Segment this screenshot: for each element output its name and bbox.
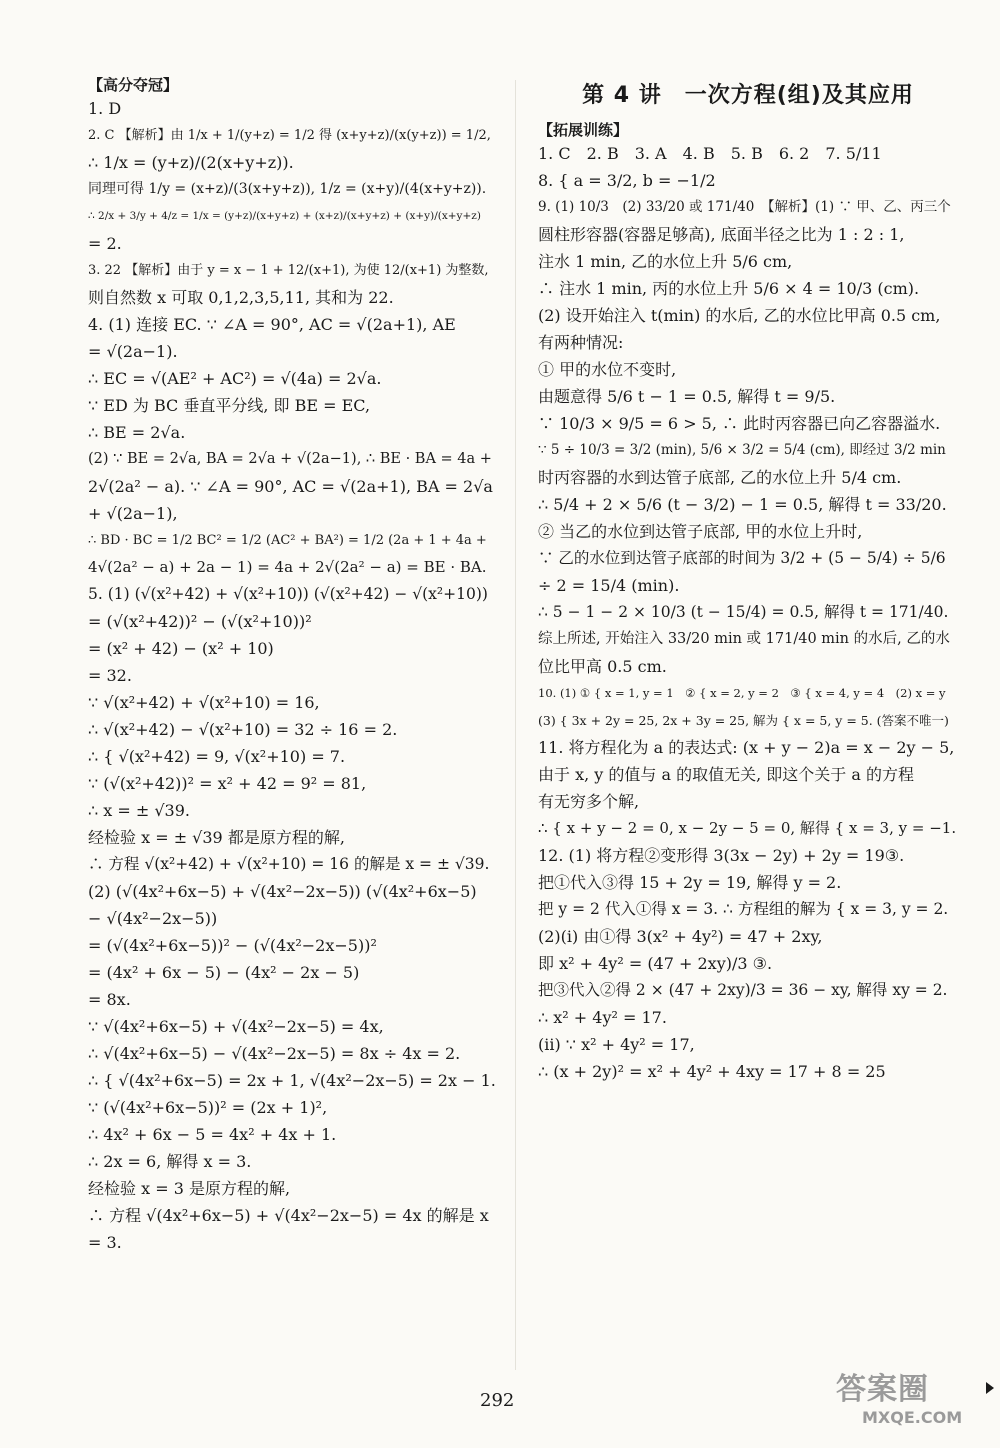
answer-line: ∵ √(4x²+6x−5) + √(4x²−2x−5) = 4x, xyxy=(88,1017,384,1036)
answer-line: 1. C 2. B 3. A 4. B 5. B 6. 2 7. 5/11 xyxy=(538,144,882,163)
answer-line: = (√(x²+42))² − (√(x²+10))² xyxy=(88,612,312,631)
watermark-logo xyxy=(836,1364,996,1442)
answer-line: ∴ √(4x²+6x−5) − √(4x²−2x−5) = 8x ÷ 4x = 2. xyxy=(88,1044,461,1063)
answer-line: = √(2a−1). xyxy=(88,342,178,361)
answer-line: 由于 x, y 的值与 a 的取值无关, 即这个关于 a 的方程 xyxy=(538,765,915,784)
next-page-arrow-icon[interactable] xyxy=(986,1382,994,1394)
answer-line: − √(4x²−2x−5)) xyxy=(88,909,218,928)
answer-line: 则自然数 x 可取 0,1,2,3,5,11, 其和为 22. xyxy=(88,288,394,307)
answer-line: 把 y = 2 代入①得 x = 3. ∴ 方程组的解为 { x = 3, y = 2. xyxy=(538,900,949,918)
answer-line: = (4x² + 6x − 5) − (4x² − 2x − 5) xyxy=(88,963,360,982)
answer-line: 由题意得 5/6 t − 1 = 0.5, 解得 t = 9/5. xyxy=(538,387,836,406)
answer-line: 有无穷多个解, xyxy=(538,792,640,811)
watermark-main-text: 答案圈 xyxy=(836,1372,929,1407)
answer-line: ∵ (√(4x²+6x−5))² = (2x + 1)², xyxy=(88,1098,328,1117)
answer-line: = (x² + 42) − (x² + 10) xyxy=(88,639,274,658)
answer-line: 把①代入③得 15 + 2y = 19, 解得 y = 2. xyxy=(538,873,842,892)
answer-line: 11. 将方程化为 a 的表达式: (x + y − 2)a = x − 2y − 5, xyxy=(538,738,955,757)
answer-line: ∴ 方程 √(4x²+6x−5) + √(4x²−2x−5) = 4x 的解是 x xyxy=(88,1206,489,1225)
answer-line: ∴ 1/x = (y+z)/(2(x+y+z)). xyxy=(88,153,294,172)
answer-line: ∵ (√(x²+42))² = x² + 42 = 9² = 81, xyxy=(88,774,367,793)
answer-line: 2. C 【解析】由 1/x + 1/(y+z) = 1/2 得 (x+y+z)/(x(y+z)) = 1/2, xyxy=(88,128,491,143)
answer-line: 8. { a = 3/2, b = −1/2 xyxy=(538,171,716,190)
answer-line: (2) (√(4x²+6x−5) + √(4x²−2x−5)) (√(4x²+6x−5) xyxy=(88,882,477,901)
answer-line: 把③代入②得 2 × (47 + 2xy)/3 = 36 − xy, 解得 xy = 2. xyxy=(538,981,948,999)
answer-line: = 32. xyxy=(88,666,132,685)
answer-line: ∴ 2/x + 3/y + 4/z = 1/x = (y+z)/(x+y+z) + (x+z)/(x+y+z) + (x+y)/(x+y+z) xyxy=(88,210,481,222)
answer-line: ∵ ED 为 BC 垂直平分线, 即 BE = EC, xyxy=(88,396,371,415)
answer-line: ∵ 乙的水位到达管子底部的时间为 3/2 + (5 − 5/4) ÷ 5/6 xyxy=(538,549,946,567)
answer-line: ∴ √(x²+42) − √(x²+10) = 32 ÷ 16 = 2. xyxy=(88,720,398,739)
answer-line: 同理可得 1/y = (x+z)/(3(x+y+z)), 1/z = (x+y)/(4(x+y+z)). xyxy=(88,181,487,197)
answer-line: ① 甲的水位不变时, xyxy=(538,360,677,379)
answer-line: (ii) ∵ x² + 4y² = 17, xyxy=(538,1035,695,1054)
answer-line: + √(2a−1), xyxy=(88,504,178,523)
answer-line: 注水 1 min, 乙的水位上升 5/6 cm, xyxy=(538,252,793,271)
answer-line: = (√(4x²+6x−5))² − (√(4x²−2x−5))² xyxy=(88,936,377,955)
answer-line: = 8x. xyxy=(88,990,131,1009)
answer-line: 2√(2a² − a). ∵ ∠A = 90°, AC = √(2a+1), BA = 2√a xyxy=(88,477,493,496)
answer-line: 5. (1) (√(x²+42) + √(x²+10)) (√(x²+42) − √(x²+10)) xyxy=(88,585,488,603)
answer-line: ∴ BD · BC = 1/2 BC² = 1/2 (AC² + BA²) = 1/2 (2a + 1 + 4a + xyxy=(88,533,487,548)
page-number: 292 xyxy=(480,1390,515,1411)
watermark-sub-text: MXQE.COM xyxy=(862,1408,963,1427)
left-answer-lines xyxy=(88,99,498,1252)
answer-line: 时丙容器的水到达管子底部, 乙的水位上升 5/4 cm. xyxy=(538,468,902,487)
answer-line: = 3. xyxy=(88,1233,122,1252)
answer-line: 有两种情况: xyxy=(538,333,624,352)
answer-line: ∴ 注水 1 min, 丙的水位上升 5/6 × 4 = 10/3 (cm). xyxy=(538,279,920,298)
answer-line: 4√(2a² − a) + 2a − 1) = 4a + 2√(2a² − a) = BE · BA. xyxy=(88,558,487,576)
answer-line: = 2. xyxy=(88,234,122,253)
answer-line: ∵ 10/3 × 9/5 = 6 > 5, ∴ 此时丙容器已向乙容器溢水. xyxy=(538,414,941,433)
left-column xyxy=(88,72,498,1260)
answer-line: 10. (1) ① { x = 1, y = 1 ② { x = 2, y = 2 ③ { x = 4, y = 4 (2) x = y xyxy=(538,686,946,700)
answer-line: ÷ 2 = 15/4 (min). xyxy=(538,576,680,595)
answer-line: ∴ 2x = 6, 解得 x = 3. xyxy=(88,1152,252,1171)
answer-line: ∴ 5 − 1 − 2 × 10/3 (t − 15/4) = 0.5, 解得 t = 171/40. xyxy=(538,603,949,621)
answer-line: (2) 设开始注入 t(min) 的水后, 乙的水位比甲高 0.5 cm, xyxy=(538,306,941,325)
answer-line: ∴ x² + 4y² = 17. xyxy=(538,1008,667,1027)
right-answer-lines xyxy=(538,144,958,1081)
answer-line: ∴ { √(x²+42) = 9, √(x²+10) = 7. xyxy=(88,747,346,766)
answer-line: 12. (1) 将方程②变形得 3(3x − 2y) + 2y = 19③. xyxy=(538,846,905,865)
answer-line: ∴ x = ± √39. xyxy=(88,801,190,820)
chapter-title: 第 4 讲 一次方程(组)及其应用 xyxy=(582,83,914,108)
answer-line: 1. D xyxy=(88,99,122,118)
answer-line: 位比甲高 0.5 cm. xyxy=(538,657,667,676)
answer-line: ∵ 5 ÷ 10/3 = 3/2 (min), 5/6 × 3/2 = 5/4 (cm), 即经过 3/2 min xyxy=(538,442,946,458)
answer-line: ∴ 方程 √(x²+42) + √(x²+10) = 16 的解是 x = ± √39. xyxy=(88,855,490,873)
answer-line: 综上所述, 开始注入 33/20 min 或 171/40 min 的水后, 乙的水 xyxy=(538,631,950,647)
answer-line: (2)(i) 由①得 3(x² + 4y²) = 47 + 2xy, xyxy=(538,927,823,946)
answer-line: 圆柱形容器(容器足够高), 底面半径之比为 1 : 2 : 1, xyxy=(538,225,905,244)
answer-line: ∴ EC = √(AE² + AC²) = √(4a) = 2√a. xyxy=(88,369,382,388)
answer-line: 9. (1) 10/3 (2) 33/20 或 171/40 【解析】(1) ∵ 甲、乙、丙三个 xyxy=(538,199,951,215)
answer-line: ∴ BE = 2√a. xyxy=(88,423,186,442)
answer-line: 即 x² + 4y² = (47 + 2xy)/3 ③. xyxy=(538,954,773,973)
answer-line: ∴ 5/4 + 2 × 5/6 (t − 3/2) − 1 = 0.5, 解得 t = 33/20. xyxy=(538,495,947,514)
section-tag-gaofen: 【高分夺冠】 xyxy=(88,76,179,94)
answer-line: (2) ∵ BE = 2√a, BA = 2√a + √(2a−1), ∴ BE · BA = 4a + xyxy=(88,451,492,467)
answer-line: ∴ (x + 2y)² = x² + 4y² + 4xy = 17 + 8 = 25 xyxy=(538,1062,886,1081)
right-column xyxy=(538,72,958,1089)
section-tag-tuozhan: 【拓展训练】 xyxy=(538,121,629,139)
answer-line: 4. (1) 连接 EC. ∵ ∠A = 90°, AC = √(2a+1), AE xyxy=(88,315,456,334)
answer-line: ∵ √(x²+42) + √(x²+10) = 16, xyxy=(88,693,320,712)
answer-line: 经检验 x = ± √39 都是原方程的解, xyxy=(88,828,345,847)
answer-line: ∴ { x + y − 2 = 0, x − 2y − 5 = 0, 解得 { x = 3, y = −1. xyxy=(538,819,957,837)
column-divider xyxy=(515,80,516,1370)
answer-line: ∴ 4x² + 6x − 5 = 4x² + 4x + 1. xyxy=(88,1125,337,1144)
answer-line: ② 当乙的水位到达管子底部, 甲的水位上升时, xyxy=(538,522,863,541)
answer-line: 3. 22 【解析】由于 y = x − 1 + 12/(x+1), 为使 12/(x+1) 为整数, xyxy=(88,263,489,278)
answer-line: (3) { 3x + 2y = 25, 2x + 3y = 25, 解为 { x = 5, y = 5. (答案不唯一) xyxy=(538,713,949,728)
answer-line: 经检验 x = 3 是原方程的解, xyxy=(88,1179,291,1198)
answer-line: ∴ { √(4x²+6x−5) = 2x + 1, √(4x²−2x−5) = 2x − 1. xyxy=(88,1071,496,1090)
